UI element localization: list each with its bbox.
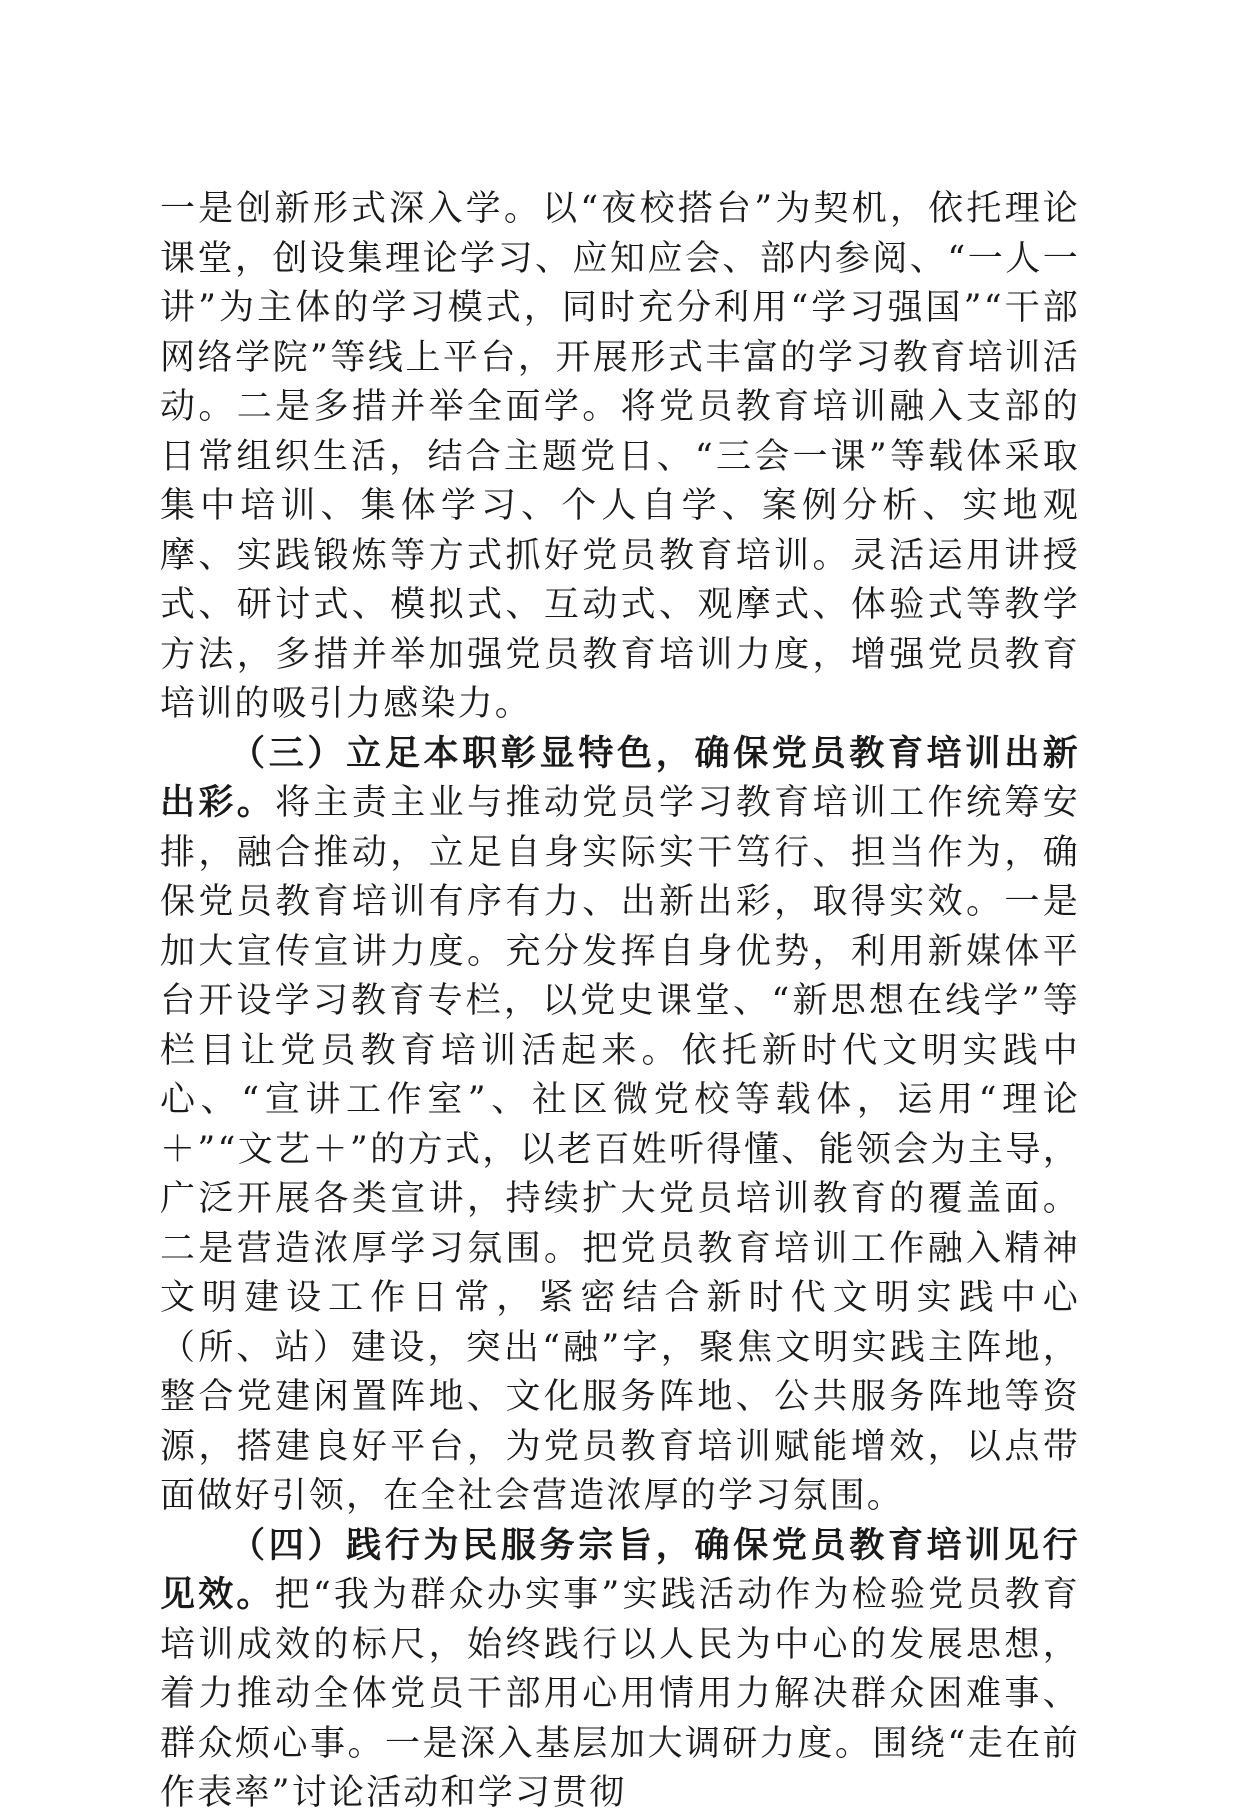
paragraph-text: 一是创新形式深入学。以“夜校搭台”为契机，依托理论课堂，创设集理论学习、应知应会、部内参阅、“一人一讲”为主体的学习模式，同时充分利用“学习强国”“干部网络学院”等线上平台，开展形式丰富的学习教育培训活动。二是多措并举全面学。将党员教育培训融入支部的日常组织生活，结合主题党日、“三会一课”等载体采取集中培训、集体学习、个人自学、案例分析、实地观摩、实践锻炼等方式抓好党员教育培训。灵活运用讲授式、研讨式、模拟式、互动式、观摩式、体验式等教学方法，多措并举加强党员教育培训力度，增强党员教育培训的吸引力感染力。 (160, 189, 1080, 724)
paragraph-text: 把“我为群众办实事”实践活动作为检验党员教育培训成效的标尺，始终践行以人民为中心的发展思想，着力推动全体党员干部用心用情用力解决群众困难事、群众烦心事。一是深入基层加大调研力度。围绕“走在前作表率”讨论活动和学习贯彻 (160, 1575, 1080, 1813)
section-heading-3: （三）立足本职彰显特色，确保党员教育培训出新出彩。 (160, 733, 1080, 823)
section-heading-4: （四）践行为民服务宗旨，确保党员教育培训见行见效。 (160, 1525, 1080, 1615)
document-body (160, 185, 1080, 1819)
paragraph-section-4 (160, 1522, 1080, 1819)
paragraph-text: 将主责主业与推动党员学习教育培训工作统筹安排，融合推动，立足自身实际实干笃行、担当作为，确保党员教育培训有序有力、出新出彩，取得实效。一是加大宣传宣讲力度。充分发挥自身优势，利用新媒体平台开设学习教育专栏，以党史课堂、“新思想在线学”等栏目让党员教育培训活起来。依托新时代文明实践中心、“宣讲工作室”、社区微党校等载体，运用“理论＋”“文艺＋”的方式，以老百姓听得懂、能领会为主导，广泛开展各类宣讲，持续扩大党员培训教育的覆盖面。二是营造浓厚学习氛围。把党员教育培训工作融入精神文明建设工作日常，紧密结合新时代文明实践中心（所、站）建设，突出“融”字，聚焦文明实践主阵地，整合党建闲置阵地、文化服务阵地、公共服务阵地等资源，搭建良好平台，为党员教育培训赋能增效，以点带面做好引领，在全社会营造浓厚的学习氛围。 (160, 783, 1080, 1516)
paragraph-continuation (160, 185, 1080, 730)
paragraph-section-3 (160, 730, 1080, 1522)
